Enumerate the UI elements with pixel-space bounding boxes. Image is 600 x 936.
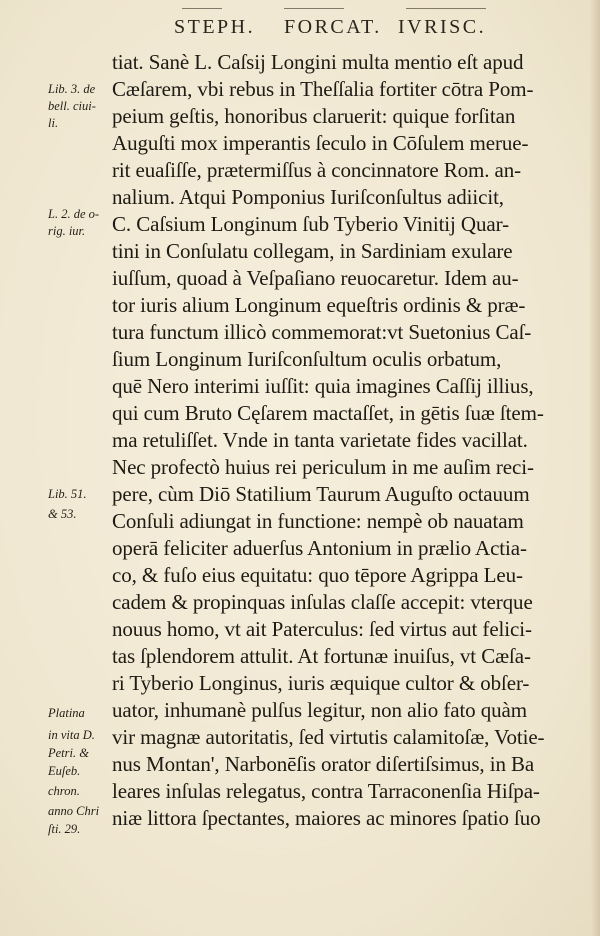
text-line: ſium Longinum Iuriſconſultum oculis orbatum, xyxy=(112,347,502,371)
text-line: operā feliciter aduerſus Antonium in prælio Actia- xyxy=(112,536,527,560)
margin-note: L. 2. de o- xyxy=(48,207,100,221)
page-edge xyxy=(590,0,600,936)
margin-note: anno Chri xyxy=(48,804,100,818)
text-line: tiat. Sanè L. Caſsij Longini multa mentio eſt apud xyxy=(112,50,524,74)
header-middle: FORCAT. xyxy=(284,16,382,38)
header-right: IVRISC. xyxy=(398,16,487,38)
text-line: uator, inhumanè pulſus legitur, non alio fato quàm xyxy=(112,698,527,722)
margin-note: Lib. 51. xyxy=(48,487,87,501)
text-line: C. Caſsium Longinum ſub Tyberio Vinitij Quar- xyxy=(112,212,509,236)
text-line: tini in Conſulatu collegam, in Sardiniam exulare xyxy=(112,239,513,263)
margin-note: Platina xyxy=(48,706,85,720)
text-line: vir magnæ autoritatis, ſed virtutis calamitoſæ, Votie- xyxy=(112,725,545,749)
text-line: quē Nero interimi iuſſit: quia imagines Caſſij illius, xyxy=(112,374,534,398)
header-rule-right xyxy=(406,8,486,9)
text-line: peium geſtis, honoribus claruerit: quique forſitan xyxy=(112,104,516,128)
margin-note: chron. xyxy=(48,784,80,798)
text-line: cadem & propinquas inſulas claſſe accepit: vterque xyxy=(112,590,533,614)
text-line: co, & fuſo eius equitatu: quo tēpore Agrippa Leu- xyxy=(112,563,523,587)
margin-note: ſti. 29. xyxy=(48,822,81,836)
margin-note: in vita D. xyxy=(48,728,95,742)
text-line: tas ſplendorem attulit. At fortunæ inuiſus, vt Cæſa- xyxy=(112,644,531,668)
text-line: niæ littora ſpectantes, maiores ac minores ſpatio ſuo xyxy=(112,806,541,830)
margin-note: Petri. & xyxy=(48,746,89,760)
text-line: nouus homo, vt ait Paterculus: ſed virtus aut felici- xyxy=(112,617,532,641)
text-line: tor iuris alium Longinum equeſtris ordinis & præ- xyxy=(112,293,526,317)
text-line: Nec profectò huius rei periculum in me auſim reci- xyxy=(112,455,534,479)
text-line: Cæſarem, vbi rebus in Theſſalia fortiter cōtra Pom- xyxy=(112,77,534,101)
text-line: nalium. Atqui Pomponius Iuriſconſultus adiicit, xyxy=(112,185,504,209)
text-line: leares inſulas relegatus, contra Tarraconenſia Hiſpa- xyxy=(112,779,540,803)
text-line: nus Montan', Narbonēſis orator diſertiſsimus, in Ba xyxy=(112,752,535,776)
text-line: Auguſti mox imperantis ſeculo in Cōſulem merue- xyxy=(112,131,529,155)
margin-note: bell. ciui- xyxy=(48,99,96,113)
margin-note: Euſeb. xyxy=(48,764,81,778)
header-rule-middle xyxy=(284,8,344,9)
text-line: qui cum Bruto Cęſarem mactaſſet, in gētis ſuæ ſtem- xyxy=(112,401,544,425)
text-line: iuſſum, quoad à Veſpaſiano reuocaretur. Idem au- xyxy=(112,266,519,290)
margin-note: Lib. 3. de xyxy=(48,82,96,96)
margin-note: li. xyxy=(48,116,59,130)
header-left: STEPH. xyxy=(174,16,256,38)
header-rule-left xyxy=(182,8,222,9)
text-line: ri Tyberio Longinus, iuris æquique cultor & obſer- xyxy=(112,671,530,695)
margin-note: & 53. xyxy=(48,507,77,521)
text-line: tura functum illicò commemorat:vt Suetonius Caſ- xyxy=(112,320,532,344)
text-line: Conſuli adiungat in functione: nempè ob nauatam xyxy=(112,509,524,533)
running-header xyxy=(174,6,514,36)
text-line: rit euaſiſſe, prætermiſſus à concinnatore Rom. an- xyxy=(112,158,522,182)
text-line: ma retuliſſet. Vnde in tanta varietate fides vacillat. xyxy=(112,428,528,452)
text-line: pere, cùm Diō Statilium Taurum Auguſto octauum xyxy=(112,482,530,506)
margin-note: rig. iur. xyxy=(48,224,86,238)
